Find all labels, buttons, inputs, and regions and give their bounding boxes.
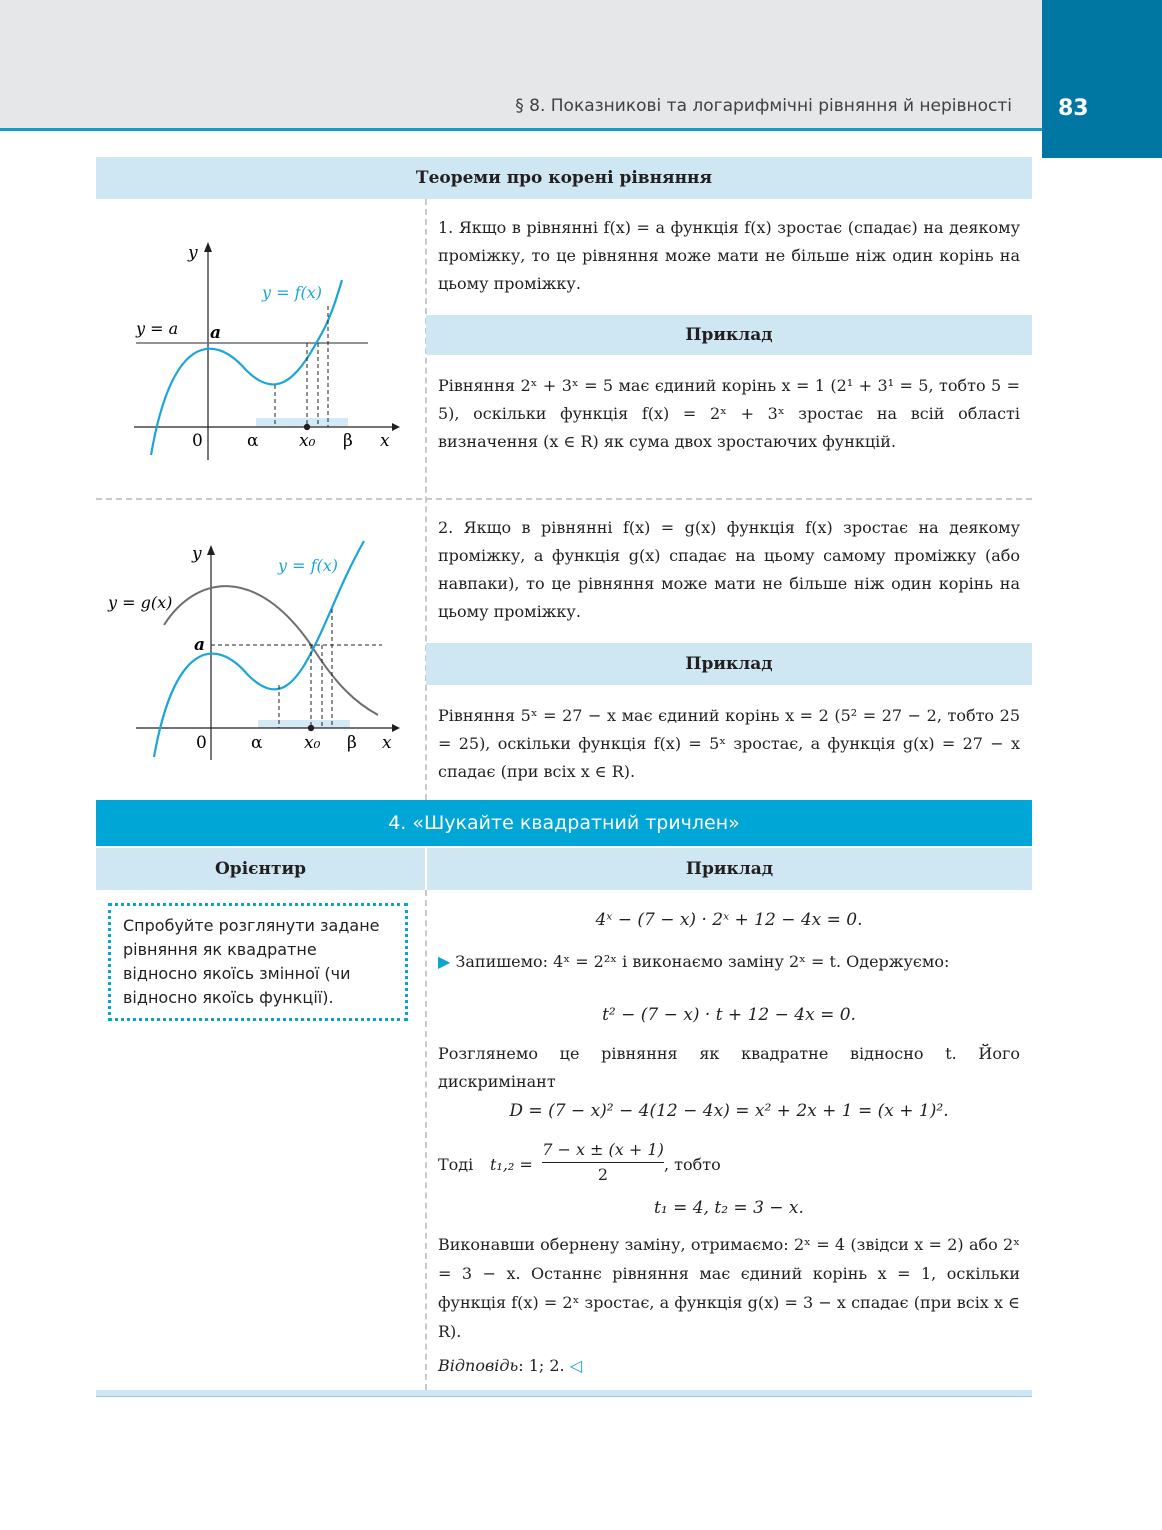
step-1-text: Запишемо: 4ˣ = 2²ˣ і виконаємо заміну 2ˣ = t. Одержуємо: <box>455 952 950 971</box>
step-1 <box>438 948 1020 976</box>
label-x0: x₀ <box>299 431 316 451</box>
orient-box: Спробуйте розглянути задане рівняння як квадратне відносно якоїсь змінної (чи відносно якоїсь функції). <box>108 903 408 1021</box>
theorems-title <box>96 157 1032 199</box>
fraction-denominator: 2 <box>597 1165 609 1184</box>
label-a: a <box>210 323 222 343</box>
root-point <box>304 424 310 430</box>
example-2-label <box>426 643 1032 685</box>
theorem-1-text: 1. Якщо в рівнянні f(x) = a функція f(x) зростає (спадає) на деякому проміжку, то це рівняння може мати не більше ніж один корінь на цьому проміжку. <box>438 218 1020 293</box>
t12-label: t₁,₂ = <box>490 1155 533 1174</box>
graph-1 <box>96 230 416 470</box>
play-marker-icon: ▶ <box>438 952 451 971</box>
end-marker-icon: ◁ <box>569 1356 583 1375</box>
equation-2: t² − (7 − x) · t + 12 − 4x = 0. <box>602 1005 856 1025</box>
step-2: Розглянемо це рівняння як квадратне відносно t. Його дискримінант <box>438 1044 1020 1091</box>
interval-highlight <box>256 418 348 426</box>
label-x0-2: x₀ <box>304 733 321 753</box>
step-3-post: , тобто <box>664 1155 721 1174</box>
label-origin-2: 0 <box>196 733 207 753</box>
header-band <box>0 0 1042 131</box>
section4-divider <box>425 890 427 1390</box>
example-2-text: Рівняння 5ˣ = 27 − x має єдиний корінь x = 2 (5² = 27 − 2, тобто 25 = 25), оскільки функція f(x) = 5ˣ зростає, а функція g(x) = 27 − x спадає (при всіх x ∈ R). <box>438 706 1020 781</box>
equation-4: t₁ = 4, t₂ = 3 − x. <box>654 1198 804 1218</box>
step-4: Виконавши обернену заміну, отримаємо: 2ˣ = 4 (звідси x = 2) або 2ˣ = 3 − x. Останнє рівняння має єдиний корінь x = 1, оскільки функція f(x) = 2ˣ зростає, а функція g(x) = 3 − x спадає (при всіх x ∈ R). <box>438 1235 1020 1341</box>
example-1-text: Рівняння 2ˣ + 3ˣ = 5 має єдиний корінь x = 1 (2¹ + 3¹ = 5, тобто 5 = 5), оскільки функція f(x) = 2ˣ + 3ˣ зростає на всій області визначення (x ∈ R) як сума двох зростаючих функцій. <box>438 376 1020 451</box>
theorems-title-text: Теореми про корені рівняння <box>415 168 713 188</box>
x-axis-arrow-2 <box>392 724 400 732</box>
label-curve-g: y = g(x) <box>108 593 173 612</box>
theorem-2-text: 2. Якщо в рівнянні f(x) = g(x) функція f(x) зростає на деякому проміжку, а функція g(x) спадає на цьому самому проміжку (або навпаки), то це рівняння може мати не більше ніж один корінь на цьому проміжку. <box>438 518 1020 621</box>
page-tab <box>1042 0 1162 158</box>
page-number: 83 <box>1058 96 1089 121</box>
label-origin: 0 <box>192 431 203 451</box>
theorems-row-divider <box>96 498 1032 500</box>
root-point-2 <box>308 725 314 731</box>
label-x: x <box>380 431 390 451</box>
label-a-2: a <box>194 635 206 655</box>
fraction-numerator: 7 − x ± (x + 1) <box>542 1138 664 1163</box>
example-2-label-text: Приклад <box>685 654 773 674</box>
example-header-text: Приклад <box>685 859 774 879</box>
graph-2 <box>96 535 416 765</box>
section-banner: 4. «Шукайте квадратний тричлен» <box>96 800 1032 846</box>
x-axis-arrow <box>392 423 400 431</box>
label-line-a: y = a <box>136 319 179 338</box>
equation-1: 4ˣ − (7 − x) · 2ˣ + 12 − 4x = 0. <box>595 910 863 930</box>
answer-label: Відповідь <box>438 1356 519 1375</box>
label-alpha-2: α <box>251 733 263 753</box>
interval-highlight-2 <box>258 720 350 728</box>
label-beta-2: β <box>347 733 357 753</box>
label-curve-f-2: y = f(x) <box>278 556 339 575</box>
step-3 <box>438 1138 1020 1196</box>
label-x-2: x <box>382 733 392 753</box>
label-alpha: α <box>247 431 259 451</box>
y-axis-arrow <box>204 242 212 252</box>
equation-3: D = (7 − x)² − 4(12 − 4x) = x² + 2x + 1 = (x + 1)². <box>509 1101 949 1121</box>
answer <box>438 1352 1020 1380</box>
label-y: y <box>188 243 198 263</box>
label-y-2: y <box>192 544 202 564</box>
label-beta: β <box>343 431 353 451</box>
orient-header <box>96 848 425 890</box>
orient-header-text: Орієнтир <box>215 859 306 879</box>
label-curve-f: y = f(x) <box>262 283 323 302</box>
bottom-rule <box>96 1390 1032 1397</box>
fraction <box>542 1138 664 1187</box>
curve-f <box>151 280 342 455</box>
example-1-label <box>426 315 1032 355</box>
y-axis-arrow-2 <box>207 545 215 555</box>
example-header <box>427 848 1032 890</box>
example-1-label-text: Приклад <box>685 325 773 345</box>
step-3-pre: Тоді <box>438 1155 474 1174</box>
running-head: § 8. Показникові та логарифмічні рівняння й нерівності <box>515 96 1012 116</box>
answer-value: : 1; 2. <box>518 1356 565 1375</box>
